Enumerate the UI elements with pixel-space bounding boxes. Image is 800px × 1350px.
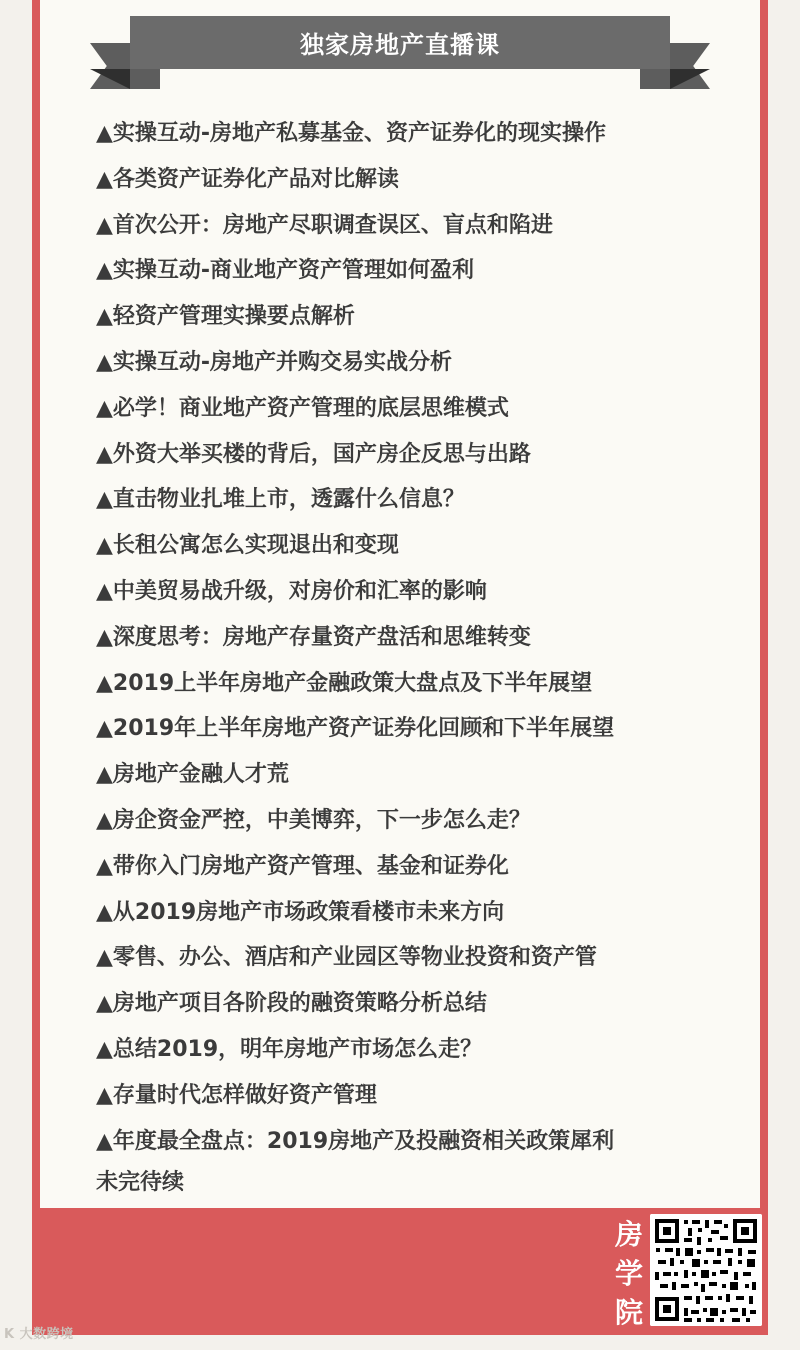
continuation-text: 未完待续 [96,1170,185,1195]
qr-code-svg [650,1214,762,1326]
course-item-9: ▲直击物业扎堆上市，透露什么信息？ [96,487,465,513]
course-item-10: ▲长租公寓怎么实现退出和变现 [96,533,399,559]
course-item-14: ▲2019年上半年房地产资产证券化回顾和下半年展望 [96,716,615,742]
page-title-banner [130,16,670,69]
brand-char-2: 学 [614,1257,643,1290]
course-item-18: ▲从2019房地产市场政策看楼市未来方向 [96,899,505,925]
course-item-5: ▲轻资产管理实操要点解析 [96,304,355,330]
qr-code-icon [650,1214,762,1326]
banner-right-fold [670,69,710,89]
course-item-19: ▲零售、办公、酒店和产业园区等物业投资和资产管 [96,945,597,971]
course-item-23: ▲年度最全盘点：2019房地产及投融资相关政策犀利 [96,1128,615,1154]
course-item-11: ▲中美贸易战升级，对房价和汇率的影响 [96,578,487,604]
course-item-3: ▲首次公开：房地产尽职调查误区、盲点和陷进 [96,212,553,238]
course-item-22: ▲存量时代怎样做好资产管理 [96,1082,377,1108]
course-item-6: ▲实操互动-房地产并购交易实战分析 [96,349,453,375]
watermark-text: K 大数跨境 [4,1327,74,1342]
brand-char-1: 房 [614,1218,643,1251]
course-item-16: ▲房企资金严控，中美博弈，下一步怎么走？ [96,807,531,833]
brand-vertical-text [611,1218,647,1329]
banner-left-fold [90,69,130,89]
course-item-13: ▲2019上半年房地产金融政策大盘点及下半年展望 [96,670,593,696]
course-item-2: ▲各类资产证券化产品对比解读 [96,166,399,192]
course-item-12: ▲深度思考：房地产存量资产盘活和思维转变 [96,624,531,650]
course-item-17: ▲带你入门房地产资产管理、基金和证券化 [96,853,509,879]
brand-char-3: 院 [614,1296,643,1329]
course-item-8: ▲外资大举买楼的背后，国产房企反思与出路 [96,441,531,467]
course-list [96,111,716,1164]
course-item-15: ▲房地产金融人才荒 [96,762,289,788]
page-title: 独家房地产直播课 [300,31,500,59]
course-item-21: ▲总结2019，明年房地产市场怎么走？ [96,1036,483,1062]
course-item-20: ▲房地产项目各阶段的融资策略分析总结 [96,991,487,1017]
course-item-7: ▲必学！商业地产资产管理的底层思维模式 [96,395,509,421]
course-item-4: ▲实操互动-商业地产资产管理如何盈利 [96,258,475,284]
course-item-1: ▲实操互动-房地产私募基金、资产证券化的现实操作 [96,121,607,146]
